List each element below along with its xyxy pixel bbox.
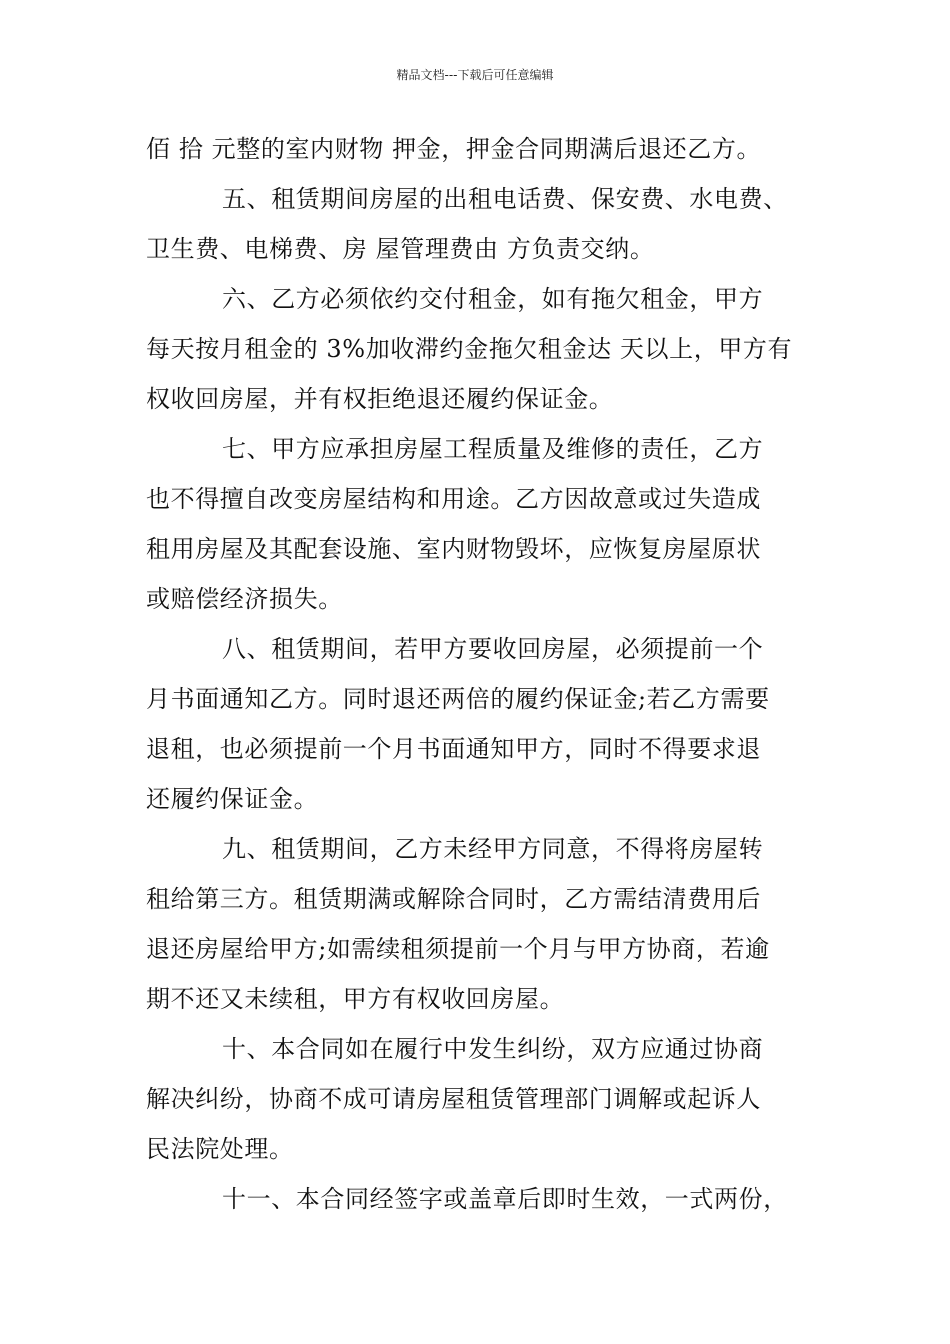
text-line: 或赔偿经济损失。 [146, 585, 343, 613]
text-line: 租用房屋及其配套设施、室内财物毁坏，应恢复房屋原状 [146, 535, 761, 563]
text-line: 每天按月租金的 3%加收滞约金拖欠租金达 天以上，甲方有 [146, 335, 793, 363]
text-line: 也不得擅自改变房屋结构和用途。乙方因故意或过失造成 [146, 485, 761, 513]
text-line: 五、租赁期间房屋的出租电话费、保安费、水电费、 [222, 185, 788, 213]
text-line: 卫生费、电梯费、房 屋管理费由 方负责交纳。 [146, 235, 655, 263]
text-line: 期不还又未续租，甲方有权收回房屋。 [146, 985, 565, 1013]
text-line: 解决纠纷，协商不成可请房屋租赁管理部门调解或起诉人 [146, 1085, 761, 1113]
text-line: 租给第三方。租赁期满或解除合同时，乙方需结清费用后 [146, 885, 761, 913]
page-header: 精品文档---下载后可任意编辑 [396, 68, 554, 82]
text-line: 佰 拾 元整的室内财物 押金，押金合同期满后退还乙方。 [146, 135, 762, 163]
text-line: 十、本合同如在履行中发生纠纷，双方应通过协商 [222, 1035, 764, 1063]
text-line: 退租，也必须提前一个月书面通知甲方，同时不得要求退 [146, 735, 761, 763]
document-body [146, 124, 806, 1224]
text-line: 六、乙方必须依约交付租金，如有拖欠租金，甲方 [222, 285, 764, 313]
text-line: 七、甲方应承担房屋工程质量及维修的责任，乙方 [222, 435, 764, 463]
text-line: 退还房屋给甲方;如需续租须提前一个月与甲方协商，若逾 [146, 935, 770, 963]
text-line: 月书面通知乙方。同时退还两倍的履约保证金;若乙方需要 [146, 685, 770, 713]
text-line: 民法院处理。 [146, 1135, 294, 1163]
text-line: 还履约保证金。 [146, 785, 319, 813]
text-line: 十一、本合同经签字或盖章后即时生效，一式两份， [222, 1185, 788, 1213]
text-line: 权收回房屋，并有权拒绝退还履约保证金。 [146, 385, 614, 413]
text-line: 九、租赁期间，乙方未经甲方同意，不得将房屋转 [222, 835, 764, 863]
text-line: 八、租赁期间，若甲方要收回房屋，必须提前一个 [222, 635, 764, 663]
